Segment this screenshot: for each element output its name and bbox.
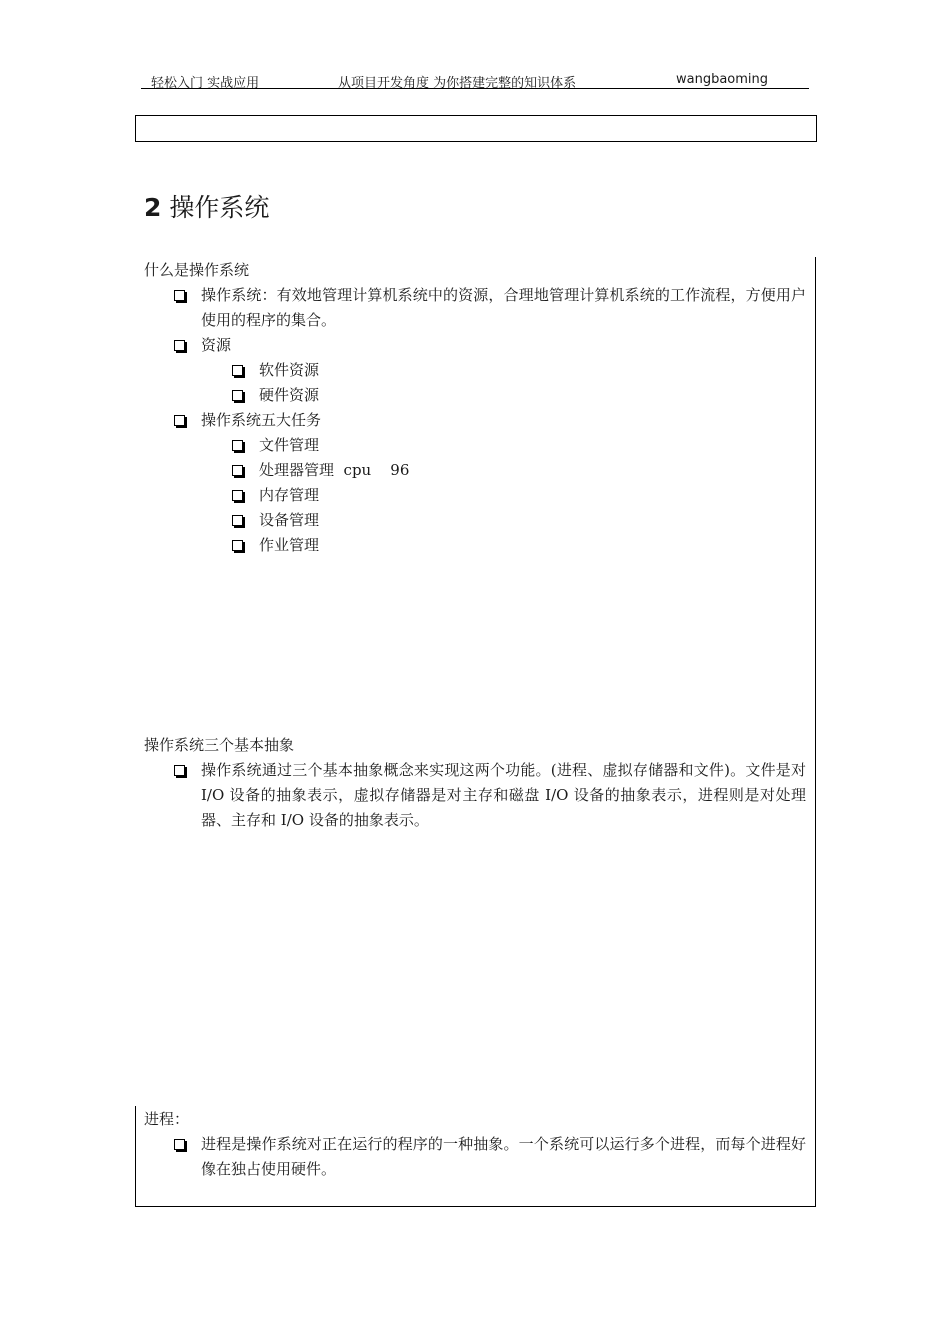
frame-bottom-border (135, 1206, 816, 1207)
frame-left-border (135, 1106, 136, 1207)
section-heading-process: 进程： (144, 1110, 190, 1128)
section-title (144, 188, 269, 224)
checkbox-bullet-icon (232, 440, 243, 451)
checkbox-bullet-icon (174, 1139, 185, 1150)
frame-right-border (815, 257, 816, 1207)
checkbox-bullet-icon (232, 365, 243, 376)
top-empty-box (135, 115, 817, 142)
list-item-processor-management: 处理器管理 cpu 96 (259, 461, 410, 479)
list-item-job-management: 作业管理 (259, 536, 320, 554)
checkbox-bullet-icon (174, 290, 185, 301)
checkbox-bullet-icon (232, 390, 243, 401)
checkbox-bullet-icon (232, 540, 243, 551)
list-item-file-management: 文件管理 (259, 436, 320, 454)
list-item-memory-management: 内存管理 (259, 486, 320, 504)
list-item-abstractions-description: 操作系统通过三个基本抽象概念来实现这两个功能。(进程、虚拟存储器和文件)。文件是对 I/O 设备的抽象表示，虚拟存储器是对主存和磁盘 I/O 设备的抽象表示，进程则是对处理器、主存和 I/O 设备的抽象表示。 (201, 761, 806, 829)
header-left-text: 轻松入门 实战应用 (151, 76, 260, 91)
header-rule (141, 88, 809, 89)
checkbox-bullet-icon (174, 415, 185, 426)
header-author: wangbaoming (676, 72, 769, 87)
list-item-five-tasks: 操作系统五大任务 (201, 411, 322, 429)
checkbox-bullet-icon (232, 490, 243, 501)
list-item-software-resources: 软件资源 (259, 361, 320, 379)
list-item-os-definition: 操作系统：有效地管理计算机系统中的资源，合理地管理计算机系统的工作流程，方便用户使用的程序的集合。 (201, 286, 806, 329)
list-item-resources: 资源 (201, 336, 232, 354)
checkbox-bullet-icon (174, 340, 185, 351)
list-item-hardware-resources: 硬件资源 (259, 386, 320, 404)
section-heading-three-abstractions: 操作系统三个基本抽象 (144, 736, 295, 754)
checkbox-bullet-icon (232, 465, 243, 476)
section-heading-what-is-os: 什么是操作系统 (144, 261, 250, 279)
list-item-device-management: 设备管理 (259, 511, 320, 529)
checkbox-bullet-icon (232, 515, 243, 526)
header-center-text: 从项目开发角度 为你搭建完整的知识体系 (338, 76, 577, 91)
list-item-process-description: 进程是操作系统对正在运行的程序的一种抽象。一个系统可以运行多个进程，而每个进程好像在独占使用硬件。 (201, 1135, 806, 1178)
section-number: 2 (144, 193, 162, 222)
section-title-text: 操作系统 (169, 193, 270, 222)
checkbox-bullet-icon (174, 765, 185, 776)
